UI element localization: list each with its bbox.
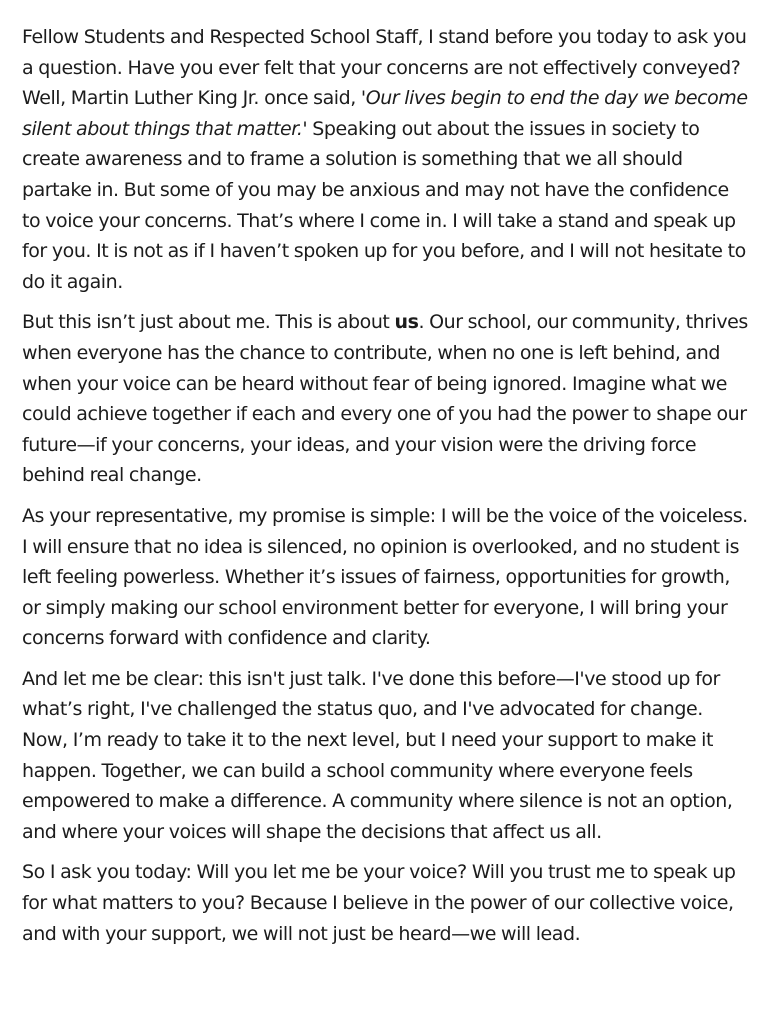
mlk-quote: 'Our lives begin to end the day we become silent about things that matter.' [22,87,748,140]
speech-document [22,22,748,959]
paragraph-promise: As your representative, my promise is simple: I will be the voice of the voiceless. I will ensure that no idea is silenced, no opinion is overlooked, and no student is left feeling powerless. Whether it’s issues of fairness, opportunities for growth, or simply making our school environment better for everyone, I will bring your concerns forward with confidence and clarity. [22,504,748,650]
emphasis-us: us [394,311,419,334]
paragraph-about-us [22,307,748,491]
about-us-text: But this isn’t just about me. This is about [22,311,395,334]
opening-text-continued: Speaking out about the issues in society to create awareness and to frame a solution is something that we all should partake in. But some of you may be anxious and may not have the confidence to voice your concerns. That’s where I come in. I will take a stand and speak up for you. It is not as if I haven’t spoken up for you before, and I will not hesitate to do it again. [22,117,746,293]
paragraph-track-record: And let me be clear: this isn't just talk. I've done this before—I've stood up for what’s right, I've challenged the status quo, and I've advocated for change. Now, I’m ready to take it to the next level, but I need your support to make it happen. Together, we can build a school community where everyone feels empowered to make a difference. A community where silence is not an option, and where your voices will shape the decisions that affect us all. [22,667,733,843]
opening-text: Fellow Students and Respected School Staff, I stand before you today to ask you a question. Have you ever felt that your concerns are not effectively conveyed? Well, Martin Luther King Jr. once said, [22,26,747,110]
about-us-text-continued: . Our school, our community, thrives when everyone has the chance to contribute, when no one is left behind, and when your voice can be heard without fear of being ignored. Imagine what we could achieve together if each and every one of you had the power to shape our future—if your concerns, your ideas, and your vision were the driving force behind real change. [22,311,748,487]
paragraph-opening [22,22,748,297]
paragraph-closing: So I ask you today: Will you let me be your voice? Will you trust me to speak up for what matters to you? Because I believe in the power of our collective voice, and with your support, we will not just be heard—we will lead. [22,861,736,945]
